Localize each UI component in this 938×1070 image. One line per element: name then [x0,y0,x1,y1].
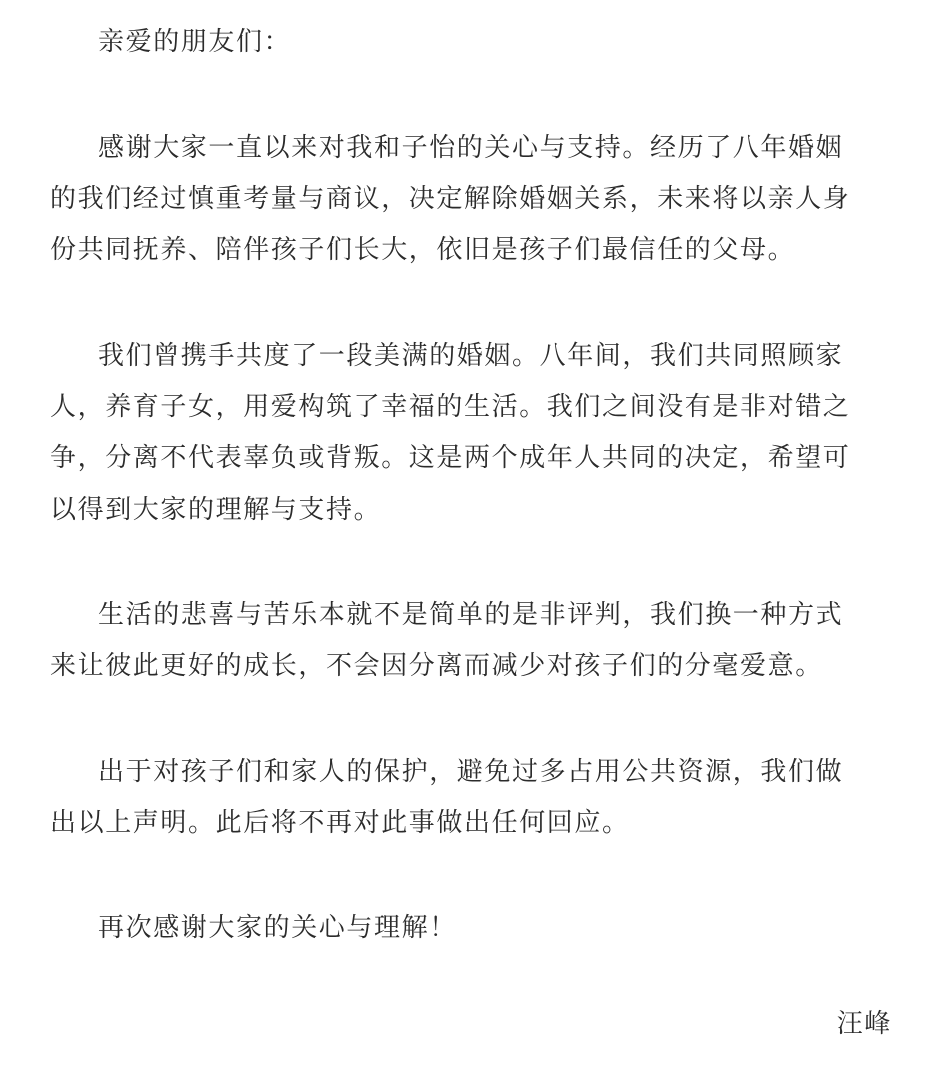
paragraph-2-line-2: 人，养育子女，用爱构筑了幸福的生活。我们之间没有是非对错之 [50,392,851,422]
signature: 汪峰 [836,1009,892,1039]
paragraph-4-line-1: 出于对孩子们和家人的保护，避免过多占用公共资源，我们做 [98,757,844,787]
paragraph-3-line-1: 生活的悲喜与苦乐本就不是简单的是非评判，我们换一种方式 [98,600,844,630]
paragraph-2-line-4: 以得到大家的理解与支持。 [50,495,382,525]
salutation: 亲爱的朋友们： [98,27,292,57]
paragraph-1-line-2: 的我们经过慎重考量与商议，决定解除婚姻关系，未来将以亲人身 [50,184,851,214]
paragraph-1-line-1: 感谢大家一直以来对我和子怡的关心与支持。经历了八年婚姻 [98,133,844,163]
paragraph-4-line-2: 出以上声明。此后将不再对此事做出任何回应。 [50,808,630,838]
paragraph-3-line-2: 来让彼此更好的成长，不会因分离而减少对孩子们的分毫爱意。 [50,651,823,681]
paragraph-2-line-3: 争，分离不代表辜负或背叛。这是两个成年人共同的决定，希望可 [50,443,851,473]
paragraph-5-line-1: 再次感谢大家的关心与理解！ [98,913,457,943]
paragraph-1-line-3: 份共同抚养、陪伴孩子们长大，依旧是孩子们最信任的父母。 [50,235,796,265]
paragraph-2-line-1: 我们曾携手共度了一段美满的婚姻。八年间，我们共同照顾家 [98,341,844,371]
